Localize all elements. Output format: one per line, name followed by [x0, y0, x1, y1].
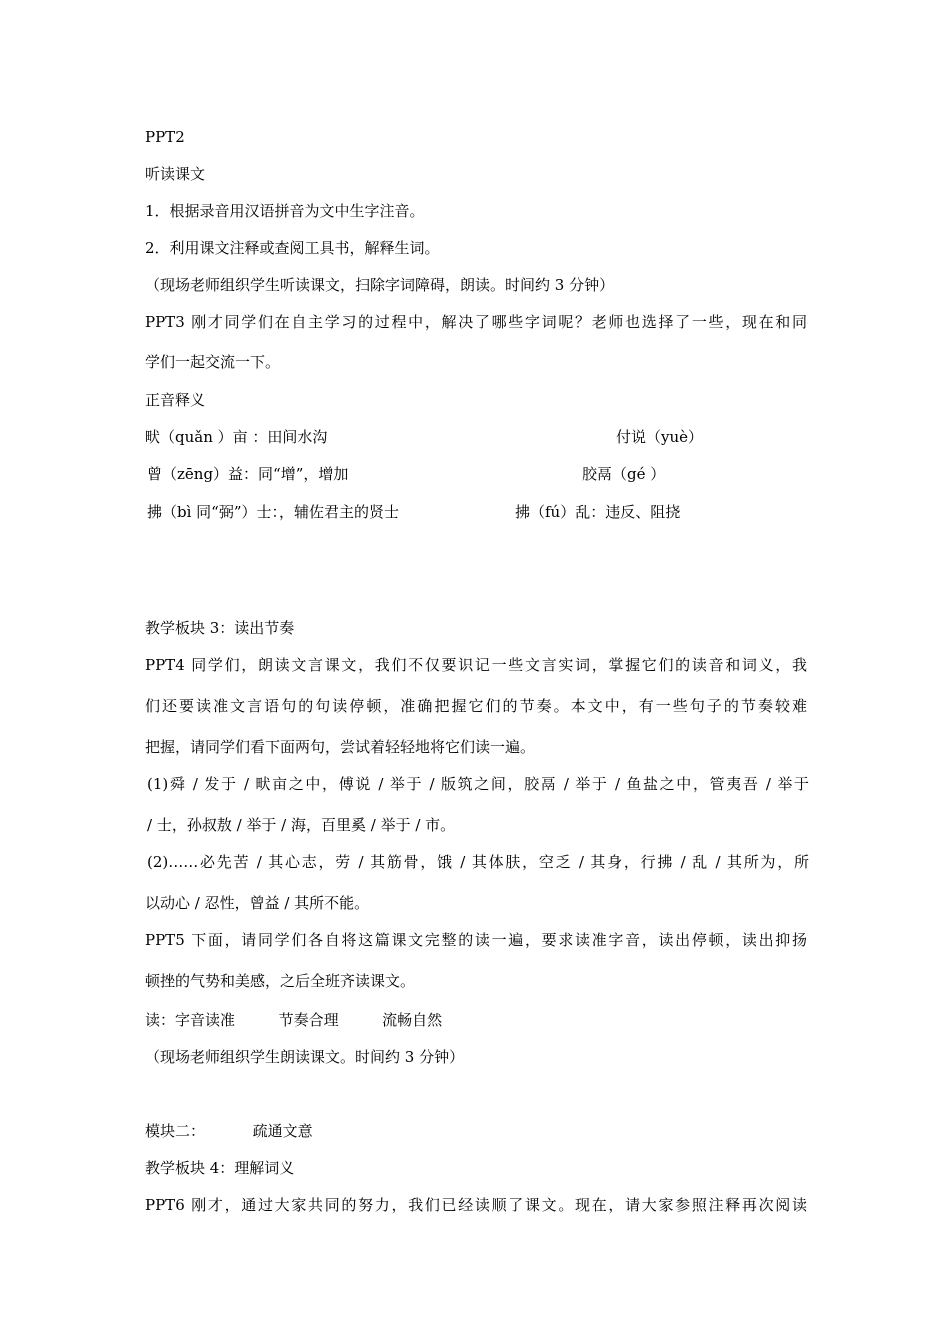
teacher-note-1: （现场老师组织学生听读课文，扫除字词障碍，朗读。时间约 3 分钟）: [145, 276, 615, 294]
sentence-2-line-2: 以动心 / 忍性，曾益 / 其所不能。: [145, 894, 370, 912]
teacher-note-2: （现场老师组织学生朗读课文。时间约 3 分钟）: [145, 1048, 465, 1066]
ppt4-paragraph-line-1: PPT4 同学们，朗读文言课文，我们不仅要识记一些文言实词，掌握它们的读音和词义，我: [145, 656, 807, 674]
vocab-entry: 付说（yuè）: [616, 428, 704, 446]
ppt6-paragraph-line-1: PPT6 刚才，通过大家共同的努力，我们已经读顺了课文。现在，请大家参照注释再次阅读: [145, 1196, 807, 1214]
vocab-entry: 曾（zēng）益：同“增”，增加: [147, 465, 349, 483]
vocab-entry: 拂（fú）乱：违反、阻挠: [515, 503, 681, 521]
reading-criteria: [145, 1010, 442, 1030]
section-heading-pronunciation: 正音释义: [145, 391, 206, 409]
ppt4-paragraph-line-2: 们还要读准文言语句的句读停顿，准确把握它们的节奏。本文中，有一些句子的节奏较难: [145, 697, 807, 715]
module-2-heading: [145, 1121, 313, 1141]
vocab-entry: 胶鬲（gé ）: [582, 465, 666, 483]
ppt3-paragraph-line-2: 学们一起交流一下。: [145, 353, 281, 371]
ppt5-paragraph-line-2: 顿挫的气势和美感，之后全班齐读课文。: [145, 972, 416, 990]
task-item-2: 2．利用课文注释或查阅工具书，解释生词。: [145, 239, 440, 257]
ppt3-paragraph-line-1: PPT3 刚才同学们在自主学习的过程中，解决了哪些字词呢？老师也选择了一些，现在和同: [145, 313, 807, 331]
reading-criteria-item: 节奏合理: [278, 1011, 339, 1029]
task-item-1: 1．根据录音用汉语拼音为文中生字注音。: [145, 202, 425, 220]
slide-label-ppt2: PPT2: [145, 128, 185, 146]
ppt4-paragraph-line-3: 把握，请同学们看下面两句，尝试着轻轻地将它们读一遍。: [145, 738, 536, 756]
module-2-title: 疏通文意: [252, 1122, 313, 1140]
section-heading-module-4: 教学板块 4：理解词义: [145, 1159, 295, 1177]
reading-criteria-label: 读：字音读准: [145, 1011, 236, 1029]
module-2-label: 模块二：: [145, 1122, 206, 1140]
sentence-1-line-2: / 士，孙叔敖 / 举于 / 海，百里奚 / 举于 / 市。: [147, 816, 456, 834]
section-heading-listen: 听读课文: [145, 165, 206, 183]
reading-criteria-item: 流畅自然: [382, 1011, 443, 1029]
sentence-2-line-1: (2)……必先苦 / 其心志，劳 / 其筋骨，饿 / 其体肤，空乏 / 其身，行拂 / 乱 / 其所为，所: [147, 853, 809, 871]
section-heading-module-3: 教学板块 3：读出节奏: [145, 619, 295, 637]
ppt5-paragraph-line-1: PPT5 下面，请同学们各自将这篇课文完整的读一遍，要求读准字音，读出停顿，读出抑扬: [145, 931, 807, 949]
vocab-entry: 拂（bì 同“弼”）士：，辅佐君主的贤士: [147, 503, 400, 521]
sentence-1-line-1: (1)舜 / 发于 / 畎亩之中，傅说 / 举于 / 版筑之间，胶鬲 / 举于 / 鱼盐之中，管夷吾 / 举于: [147, 775, 809, 793]
vocab-entry: 畎（quǎn ）亩 ：田间水沟: [145, 428, 328, 446]
